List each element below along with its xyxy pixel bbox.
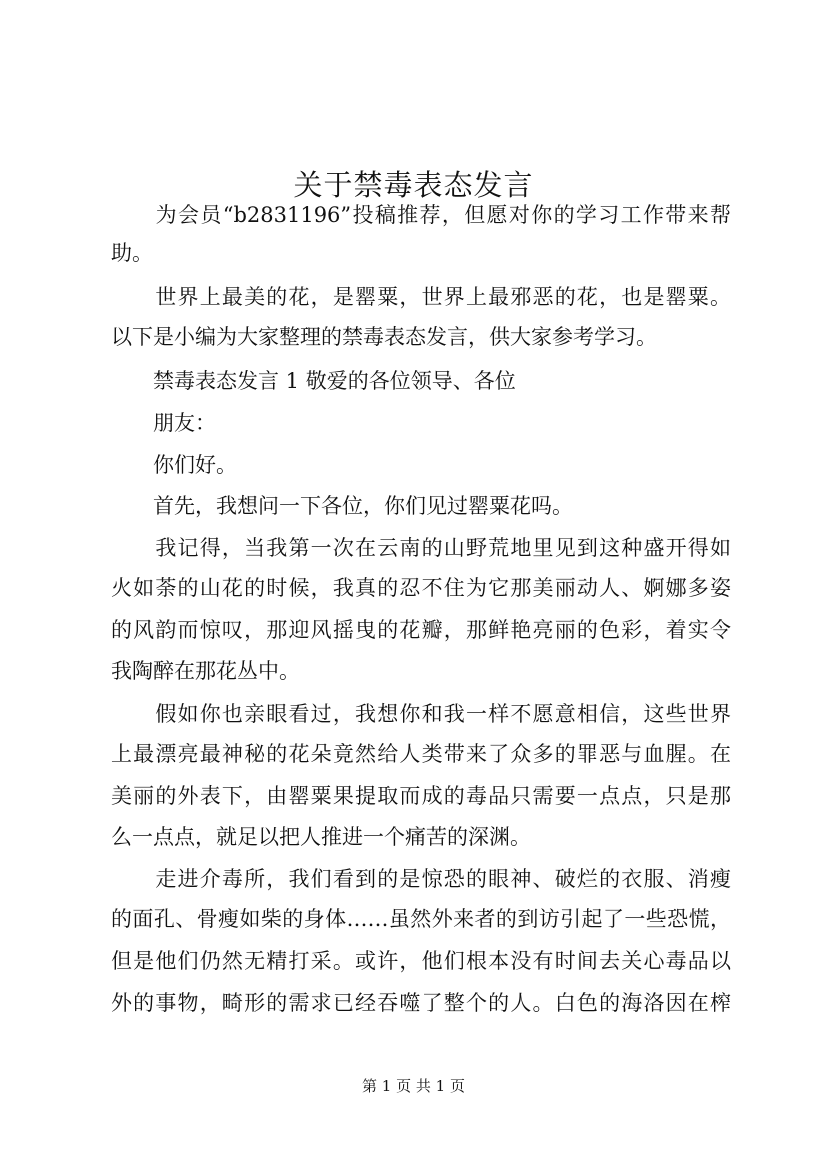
body-line: 上最漂亮最神秘的花朵竟然给人类带来了众多的罪恶与血腥。在 <box>111 742 731 766</box>
body-line: 但是他们仍然无精打采。或许，他们根本没有时间去关心毒品以 <box>111 949 731 973</box>
body-line: 火如荼的山花的时候，我真的忍不住为它那美丽动人、婀娜多姿 <box>111 576 731 600</box>
page-footer: 第 1 页 共 1 页 <box>362 1077 465 1095</box>
body-line: 朋友： <box>111 411 216 435</box>
body-line: 的面孔、骨瘦如柴的身体……虽然外来者的到访引起了一些恐慌， <box>111 907 731 931</box>
body-line: 假如你也亲眼看过，我想你和我一样不愿意相信，这些世界 <box>111 702 731 726</box>
body-line: 外的事物，畸形的需求已经吞噬了整个的人。白色的海洛因在榨 <box>111 991 731 1015</box>
body-line: 美丽的外表下，由罂粟果提取而成的毒品只需要一点点，只是那 <box>111 784 731 808</box>
body-line: 禁毒表态发言 1 敬爱的各位领导、各位 <box>111 369 516 393</box>
body-line: 我陶醉在那花丛中。 <box>111 659 300 683</box>
body-line: 么一点点，就足以把人推进一个痛苦的深渊。 <box>111 825 531 849</box>
body-line: 我记得，当我第一次在云南的山野荒地里见到这种盛开得如 <box>111 536 731 560</box>
document-title: 关于禁毒表态发言 <box>293 168 534 203</box>
body-line: 世界上最美的花，是罂粟，世界上最邪恶的花，也是罂粟。 <box>111 285 731 309</box>
body-line: 助。 <box>111 241 153 265</box>
body-line: 首先，我想问一下各位，你们见过罂粟花吗。 <box>111 494 573 518</box>
body-line: 你们好。 <box>111 453 237 477</box>
body-line: 走进介毒所，我们看到的是惊恐的眼神、破烂的衣服、消瘦 <box>111 867 731 891</box>
body-line: 为会员“b2831196”投稿推荐，但愿对你的学习工作带来帮 <box>111 203 731 227</box>
body-line: 的风韵而惊叹，那迎风摇曳的花瓣，那鲜艳亮丽的色彩，着实令 <box>111 618 731 642</box>
body-line: 以下是小编为大家整理的禁毒表态发言，供大家参考学习。 <box>111 325 657 349</box>
